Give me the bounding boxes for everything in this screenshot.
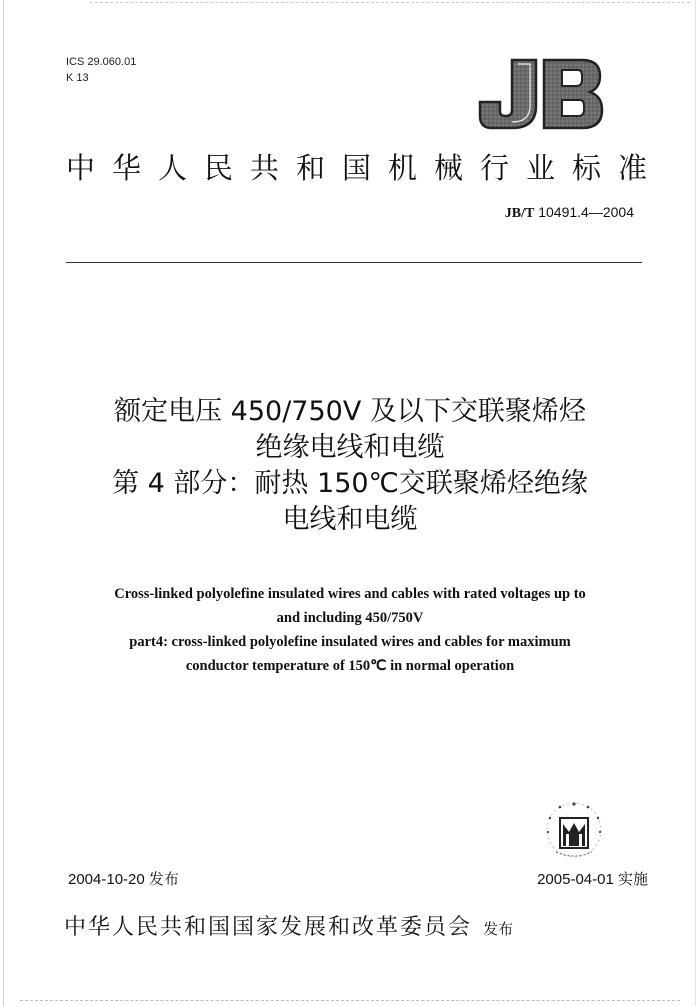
standard-number-value: 10491.4—2004 <box>538 204 634 220</box>
issuing-authority <box>64 910 513 941</box>
scan-top-dash <box>90 2 690 4</box>
standard-number <box>505 204 634 222</box>
standard-category-title: 中华人民共和国机械行业标准 <box>66 151 665 185</box>
jb-logo-icon <box>478 56 604 132</box>
effective-date: 2005-04-01 实施 <box>537 871 648 888</box>
ccs-code: K 13 <box>66 72 89 84</box>
scan-bottom-dash <box>20 1000 680 1002</box>
chinese-title-line-3: 第 4 部分：耐热 150℃交联聚烯烃绝缘 <box>112 468 588 499</box>
classification-codes <box>66 54 136 86</box>
english-title <box>0 582 700 678</box>
header-divider <box>66 262 642 263</box>
english-title-line-2: and including 450/750V <box>276 610 424 626</box>
chinese-title-line-4: 电线和电缆 <box>282 504 418 535</box>
publisher-emblem-icon <box>540 796 608 864</box>
chinese-title-line-1: 额定电压 450/750V 及以下交联聚烯烃 <box>114 396 586 427</box>
issuing-authority-action: 发布 <box>483 920 514 938</box>
chinese-title-line-2: 绝缘电线和电缆 <box>255 432 445 463</box>
english-title-line-3: part4: cross-linked polyolefine insulated wires and cables for maximum <box>129 634 571 650</box>
issue-date: 2004-10-20 发布 <box>68 871 179 888</box>
english-title-line-4: conductor temperature of 150℃ in normal operation <box>185 658 515 674</box>
ics-code: ICS 29.060.01 <box>66 56 137 68</box>
english-title-line-1: Cross-linked polyolefine insulated wires and cables with rated voltages up to <box>114 586 586 602</box>
chinese-title <box>0 394 700 538</box>
standard-number-prefix: JB/T <box>504 206 535 221</box>
issuing-authority-name: 中华人民共和国国家发展和改革委员会 <box>64 915 473 940</box>
